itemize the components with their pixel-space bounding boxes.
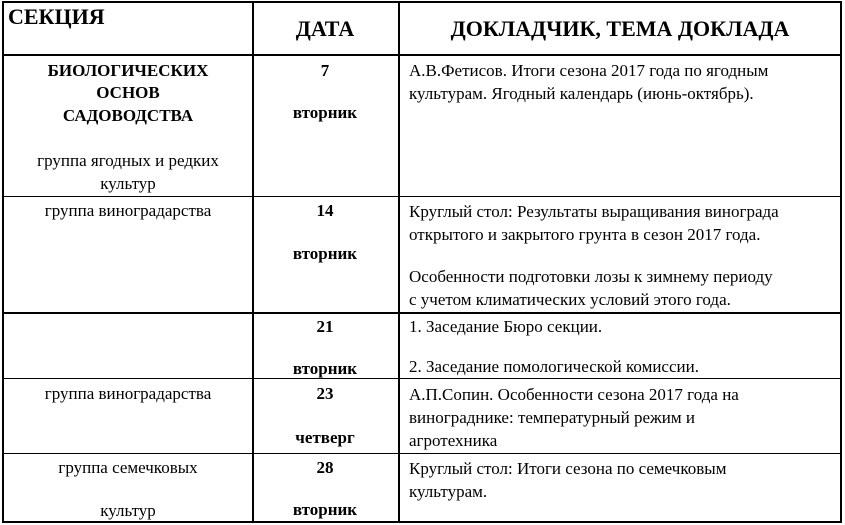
section-group-line: группа семечковых	[58, 458, 198, 477]
date-day: 28	[316, 458, 334, 477]
section-title-line: БИОЛОГИЧЕСКИХ	[47, 61, 209, 80]
topic-line: винограднике: температурный режим и	[409, 408, 695, 427]
topic-line: А.В.Фетисов. Итоги сезона 2017 года по ягодным	[409, 61, 769, 80]
section-group-line: культур	[100, 174, 156, 193]
column-divider	[252, 2, 254, 522]
date-day: 23	[316, 384, 334, 403]
section-group-line: группа виноградарства	[44, 201, 212, 220]
topic-line: открытого и закрытого грунта в сезон 2017 года.	[409, 225, 761, 244]
row-divider	[2, 196, 842, 197]
section-group-line: группа виноградарства	[44, 384, 212, 403]
topic-line: 2. Заседание помологической комиссии.	[409, 357, 699, 376]
topic-line: Круглый стол: Итоги сезона по семечковым	[409, 459, 727, 478]
header-date: ДАТА	[295, 16, 355, 41]
section-title-line: САДОВОДСТВА	[62, 106, 194, 125]
topic-line: агротехника	[409, 431, 498, 450]
row-divider	[2, 453, 842, 454]
header-section: СЕКЦИЯ	[8, 4, 105, 29]
section-title-line: ОСНОВ	[96, 83, 160, 102]
date-day: 7	[320, 61, 330, 80]
section-group-line: группа ягодных и редких	[37, 151, 219, 170]
section-group-line: культур	[100, 501, 156, 520]
topic-line: с учетом климатических условий этого года.	[409, 290, 731, 309]
date-day: 21	[316, 317, 334, 336]
header-speaker-topic: ДОКЛАДЧИК, ТЕМА ДОКЛАДА	[450, 16, 790, 41]
column-divider	[398, 2, 400, 522]
date-day: 14	[316, 201, 334, 220]
topic-line: 1. Заседание Бюро секции.	[409, 317, 603, 336]
topic-line: культурам.	[409, 482, 488, 501]
date-weekday: четверг	[295, 428, 355, 447]
table-border-bottom	[2, 521, 842, 523]
topic-line: Круглый стол: Результаты выращивания винограда	[409, 202, 779, 221]
header-divider	[2, 54, 842, 56]
topic-line: культурам. Ягодный календарь (июнь-октябрь).	[409, 84, 754, 103]
topic-line: А.П.Сопин. Особенности сезона 2017 года на	[409, 385, 739, 404]
row-divider	[2, 312, 842, 314]
date-weekday: вторник	[292, 359, 358, 378]
table-border-top	[2, 1, 842, 3]
row-divider	[2, 378, 842, 379]
date-weekday: вторник	[292, 244, 358, 263]
topic-line: Особенности подготовки лозы к зимнему периоду	[409, 267, 773, 286]
table-border-left	[2, 2, 4, 522]
date-weekday: вторник	[292, 103, 358, 122]
table-border-right	[840, 2, 842, 522]
date-weekday: вторник	[292, 500, 358, 519]
